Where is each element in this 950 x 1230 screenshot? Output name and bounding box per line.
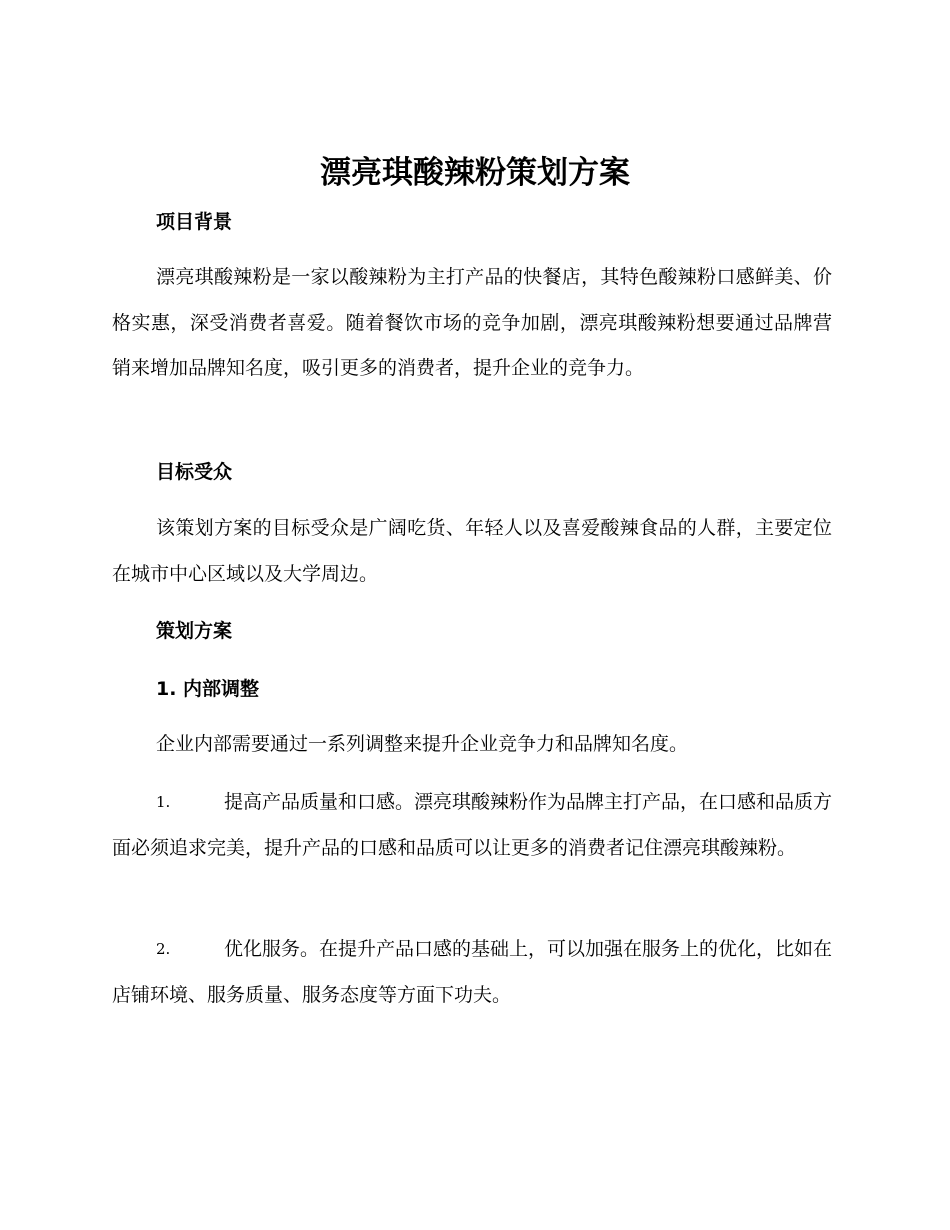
background-paragraph: 漂亮琪酸辣粉是一家以酸辣粉为主打产品的快餐店，其特色酸辣粉口感鲜美、价格实惠，深受消费者喜爱。随着餐饮市场的竞争加剧，漂亮琪酸辣粉想要通过品牌营销来增加品牌知名度，吸引更多的消费者，提升企业的竞争力。 [112,266,832,379]
subheading-internal-adjustment: 1. 内部调整 [156,678,260,700]
section-heading-audience: 目标受众 [156,461,233,483]
list-item [112,780,832,871]
list-item-text: 提高产品质量和口感。漂亮琪酸辣粉作为品牌主打产品，在口感和品质方面必须追求完美，提升产品的口感和品质可以让更多的消费者记住漂亮琪酸辣粉。 [112,791,833,859]
plan-intro-paragraph: 企业内部需要通过一系列调整来提升企业竞争力和品牌知名度。 [156,733,689,755]
list-item-text: 优化服务。在提升产品口感的基础上，可以加强在服务上的优化，比如在店铺环境、服务质量、服务态度等方面下功夫。 [112,938,833,1006]
list-item-number: 2. [156,940,171,958]
section-heading-background: 项目背景 [156,211,233,233]
list-item-number: 1. [156,793,171,811]
section-heading-plan: 策划方案 [156,620,233,642]
document-title: 漂亮琪酸辣粉策划方案 [320,155,630,191]
list-item [112,927,832,1018]
audience-paragraph: 该策划方案的目标受众是广阔吃货、年轻人以及喜爱酸辣食品的人群，主要定位在城市中心区域以及大学周边。 [112,517,832,585]
